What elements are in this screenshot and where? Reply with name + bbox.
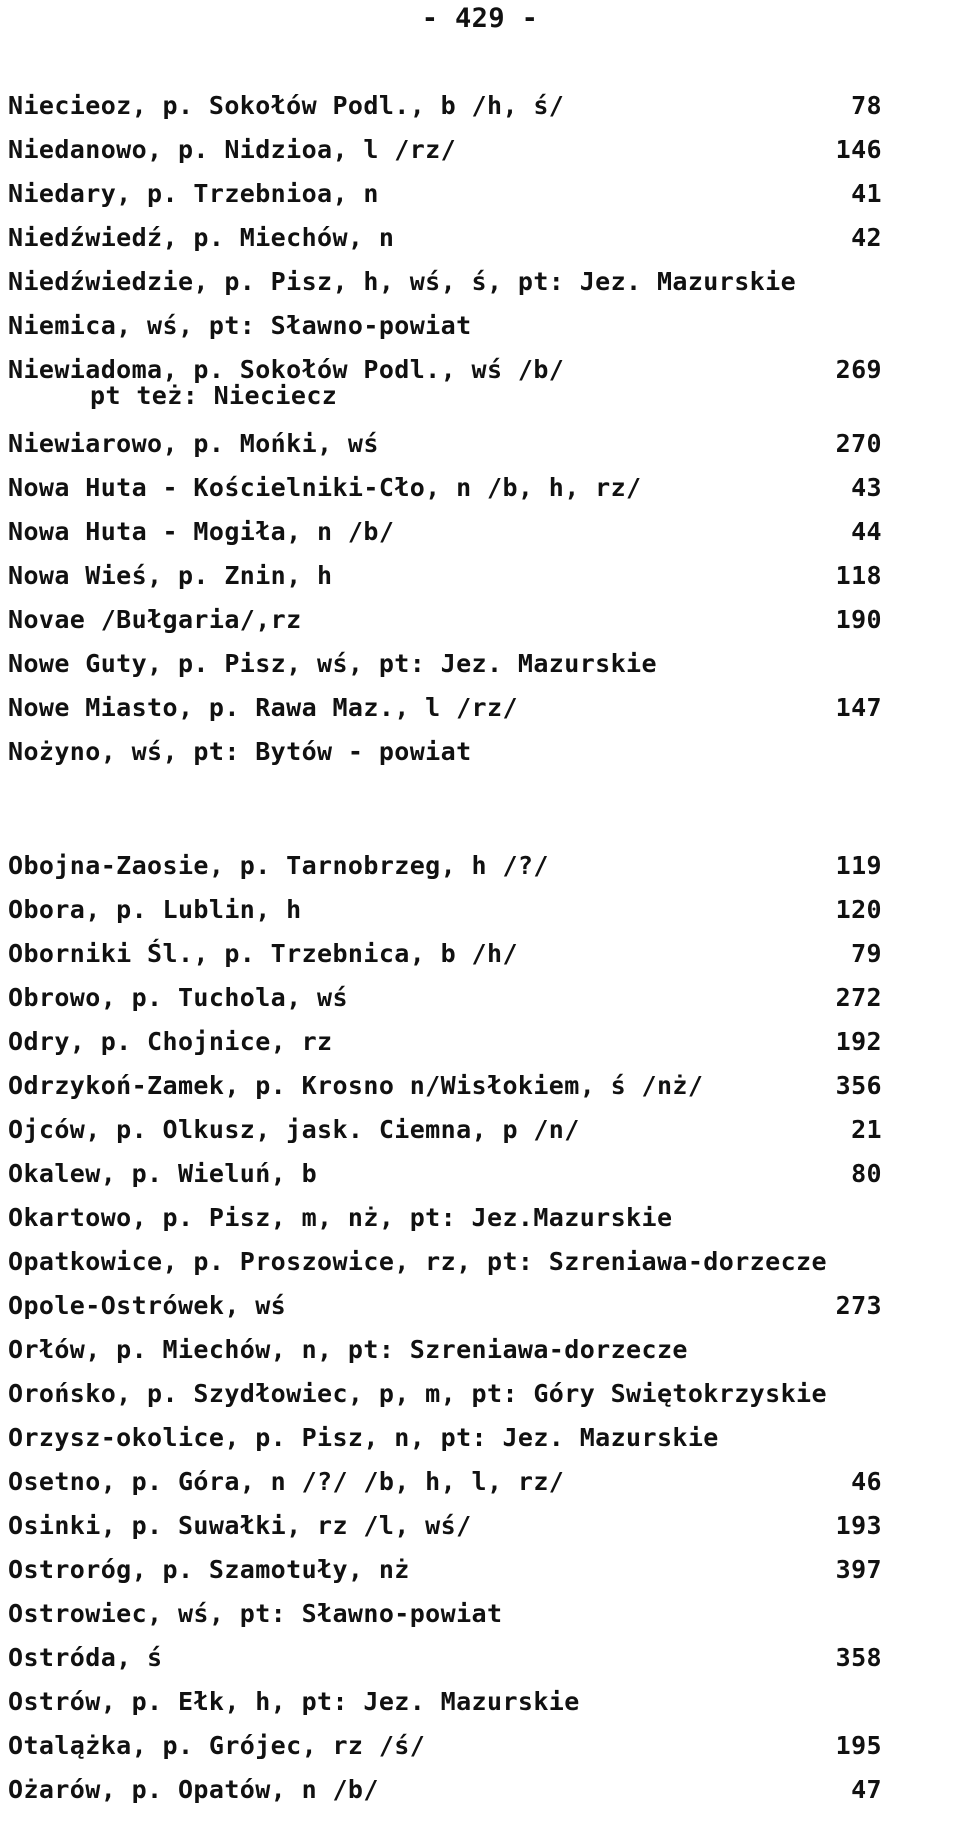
index-entry — [8, 1592, 952, 1636]
entry-page-number: 147 — [835, 693, 882, 722]
index-entry — [8, 1504, 952, 1548]
entry-text: Otalążka, p. Grójec, rz /ś/ — [8, 1731, 426, 1760]
entry-page-number: 193 — [835, 1511, 882, 1540]
index-entry — [8, 216, 952, 260]
entry-page-number: 192 — [835, 1027, 882, 1056]
entry-page-number: 21 — [851, 1115, 882, 1144]
entry-text: Okartowo, p. Pisz, m, nż, pt: Jez.Mazurskie — [8, 1203, 673, 1232]
entry-text: Nowe Miasto, p. Rawa Maz., l /rz/ — [8, 693, 518, 722]
entry-list-n — [8, 84, 952, 774]
entry-page-number: 80 — [851, 1159, 882, 1188]
entry-page-number: 146 — [835, 135, 882, 164]
index-entry — [8, 348, 952, 422]
entry-page-number: 195 — [835, 1731, 882, 1760]
entry-text: Niedźwiedzie, p. Pisz, h, wś, ś, pt: Jez. Mazurskie — [8, 267, 797, 296]
entry-page-number: 41 — [851, 179, 882, 208]
entry-page-number: 356 — [835, 1071, 882, 1100]
entry-text: Niedary, p. Trzebnioa, n — [8, 179, 379, 208]
entry-text: Niedźwiedź, p. Miechów, n — [8, 223, 395, 252]
entry-text: Orońsko, p. Szydłowiec, p, m, pt: Góry Swiętokrzyskie — [8, 1379, 827, 1408]
index-entry — [8, 730, 952, 774]
entry-text: Ostrowiec, wś, pt: Sławno-powiat — [8, 1599, 503, 1628]
entry-text: Nowa Huta - Mogiła, n /b/ — [8, 517, 395, 546]
entry-text: Opatkowice, p. Proszowice, rz, pt: Szreniawa-dorzecze — [8, 1247, 827, 1276]
entry-text: Ostróda, ś — [8, 1643, 163, 1672]
entry-text: Ostroróg, p. Szamotuły, nż — [8, 1555, 410, 1584]
index-entry — [8, 642, 952, 686]
entry-text: Ojców, p. Olkusz, jask. Ciemna, p /n/ — [8, 1115, 580, 1144]
index-entry — [8, 1768, 952, 1812]
index-entry — [8, 1240, 952, 1284]
entry-text: Ożarów, p. Opatów, n /b/ — [8, 1775, 379, 1804]
index-entry — [8, 932, 952, 976]
entry-text: Niecieoz, p. Sokołów Podl., b /h, ś/ — [8, 91, 565, 120]
entry-page-number: 42 — [851, 223, 882, 252]
entry-text: Osetno, p. Góra, n /?/ /b, h, l, rz/ — [8, 1467, 565, 1496]
index-entry — [8, 554, 952, 598]
entry-text: Nowa Wieś, p. Znin, h — [8, 561, 333, 590]
entry-text: Obora, p. Lublin, h — [8, 895, 302, 924]
entry-page-number: 47 — [851, 1775, 882, 1804]
index-entry — [8, 466, 952, 510]
entry-text: Orzysz-okolice, p. Pisz, n, pt: Jez. Mazurskie — [8, 1423, 719, 1452]
entry-page-number: 272 — [835, 983, 882, 1012]
entry-page-number: 79 — [851, 939, 882, 968]
entry-page-number: 119 — [835, 851, 882, 880]
index-entry — [8, 1416, 952, 1460]
index-entry — [8, 510, 952, 554]
entry-text: Odrzykoń-Zamek, p. Krosno n/Wisłokiem, ś /nż/ — [8, 1071, 704, 1100]
entry-text: Niemica, wś, pt: Sławno-powiat — [8, 311, 472, 340]
entry-text: Opole-Ostrówek, wś — [8, 1291, 287, 1320]
entry-text: Odry, p. Chojnice, rz — [8, 1027, 333, 1056]
index-entry — [8, 1636, 952, 1680]
entry-text: Osinki, p. Suwałki, rz /l, wś/ — [8, 1511, 472, 1540]
index-entry — [8, 1152, 952, 1196]
index-entry — [8, 84, 952, 128]
entry-page-number: 270 — [835, 429, 882, 458]
index-entry — [8, 1460, 952, 1504]
index-entry — [8, 976, 952, 1020]
entry-text: Oborniki Śl., p. Trzebnica, b /h/ — [8, 939, 518, 968]
index-entry — [8, 1548, 952, 1592]
entry-page-number: 190 — [835, 605, 882, 634]
index-entry — [8, 888, 952, 932]
page-number: - 429 - — [421, 3, 539, 34]
index-entry — [8, 172, 952, 216]
index-entry — [8, 1108, 952, 1152]
entry-note: pt też: Nieciecz — [90, 381, 338, 410]
entry-page-number: 44 — [851, 517, 882, 546]
index-entry — [8, 598, 952, 642]
entry-text: Nożyno, wś, pt: Bytów - powiat — [8, 737, 472, 766]
index-entry — [8, 1284, 952, 1328]
entry-page-number: 269 — [835, 355, 882, 384]
entry-text: Niewiadoma, p. Sokołów Podl., wś /b/ — [8, 355, 565, 384]
entry-page-number: 358 — [835, 1643, 882, 1672]
entry-page-number: 43 — [851, 473, 882, 502]
entry-text: Nowa Huta - Kościelniki-Cło, n /b, h, rz/ — [8, 473, 642, 502]
entry-text: Niedanowo, p. Nidzioa, l /rz/ — [8, 135, 457, 164]
index-entry — [8, 686, 952, 730]
entry-text: Okalew, p. Wieluń, b — [8, 1159, 318, 1188]
entry-text: Orłów, p. Miechów, n, pt: Szreniawa-dorzecze — [8, 1335, 688, 1364]
index-entry — [8, 1680, 952, 1724]
index-entry — [8, 260, 952, 304]
entry-page-number: 120 — [835, 895, 882, 924]
index-entry — [8, 844, 952, 888]
entry-list-o — [8, 844, 952, 1812]
index-entry — [8, 1064, 952, 1108]
entry-text: Obrowo, p. Tuchola, wś — [8, 983, 348, 1012]
entry-page-number: 397 — [835, 1555, 882, 1584]
index-entry — [8, 422, 952, 466]
index-entry — [8, 1020, 952, 1064]
entry-text: Nowe Guty, p. Pisz, wś, pt: Jez. Mazurskie — [8, 649, 657, 678]
index-entry — [8, 1196, 952, 1240]
entry-page-number: 78 — [851, 91, 882, 120]
entry-text: Novae /Bułgaria/,rz — [8, 605, 302, 634]
index-entry — [8, 1724, 952, 1768]
index-entry — [8, 128, 952, 172]
index-entry — [8, 1372, 952, 1416]
index-entry — [8, 304, 952, 348]
entry-text: Niewiarowo, p. Mońki, wś — [8, 429, 379, 458]
index-entry — [8, 1328, 952, 1372]
entry-page-number: 118 — [835, 561, 882, 590]
entry-page-number: 273 — [835, 1291, 882, 1320]
entry-page-number: 46 — [851, 1467, 882, 1496]
entry-text: Ostrów, p. Ełk, h, pt: Jez. Mazurskie — [8, 1687, 580, 1716]
entry-text: Obojna-Zaosie, p. Tarnobrzeg, h /?/ — [8, 851, 549, 880]
